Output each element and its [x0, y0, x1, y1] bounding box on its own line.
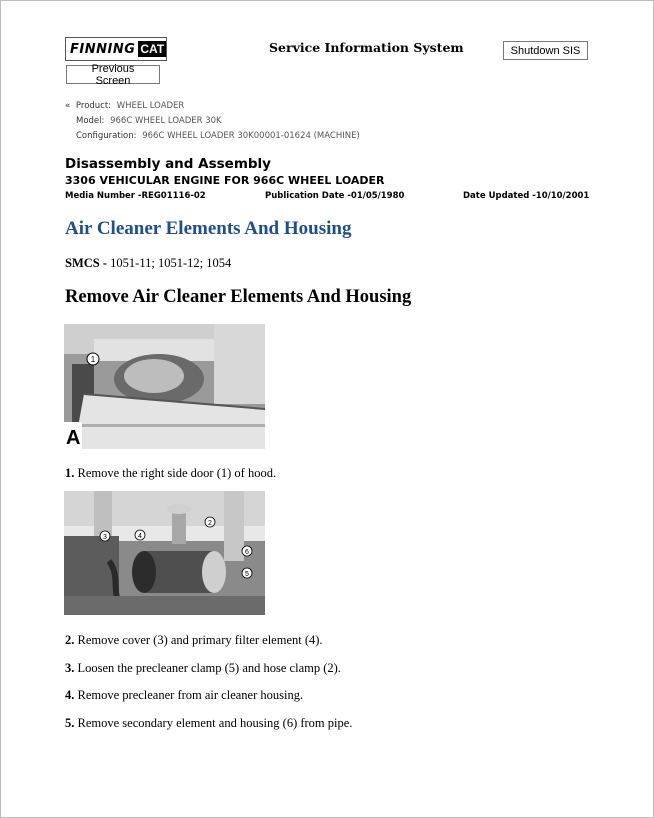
- model-value: 966C WHEEL LOADER 30K: [110, 116, 222, 126]
- step-text: Loosen the precleaner clamp (5) and hose clamp (2).: [77, 661, 341, 675]
- configuration-line: [76, 131, 360, 141]
- system-title: Service Information System: [269, 40, 464, 55]
- back-arrow-icon[interactable]: «: [65, 101, 71, 111]
- product-value: WHEEL LOADER: [116, 101, 185, 111]
- section-heading: Disassembly and Assembly: [65, 156, 271, 172]
- fig2-callout-3: 3: [103, 534, 107, 541]
- cat-logo-mark: CAT: [140, 42, 165, 56]
- product-line: [65, 101, 184, 111]
- step-3: [65, 661, 341, 676]
- publication-date: Publication Date -01/05/1980: [265, 191, 405, 201]
- step-number: 2.: [65, 633, 75, 647]
- model-label: Model:: [76, 116, 105, 126]
- step-2: [65, 633, 323, 648]
- step-text: Remove the right side door (1) of hood.: [77, 466, 277, 480]
- step-5: [65, 716, 352, 731]
- step-text: Remove cover (3) and primary filter element (4).: [77, 633, 323, 647]
- finning-cat-logo: [65, 37, 167, 61]
- shutdown-sis-button[interactable]: Shutdown SIS: [503, 41, 588, 60]
- logo-text: FINNING: [70, 41, 136, 57]
- procedure-heading: Remove Air Cleaner Elements And Housing: [65, 287, 412, 307]
- config-value: 966C WHEEL LOADER 30K00001-01624 (MACHINE): [142, 131, 360, 141]
- smcs-value: 1051-11; 1051-12; 1054: [110, 256, 232, 270]
- smcs-label: SMCS -: [65, 256, 108, 270]
- fig1-mark: A: [66, 427, 81, 449]
- step-number: 4.: [65, 688, 75, 702]
- step-1: [65, 466, 276, 481]
- step-number: 1.: [65, 466, 75, 480]
- config-label: Configuration:: [76, 131, 137, 141]
- figure-air-cleaner: [64, 491, 265, 615]
- fig2-callout-6: 6: [245, 549, 249, 556]
- step-number: 3.: [65, 661, 75, 675]
- fig2-callout-5: 5: [245, 571, 249, 578]
- model-line: [76, 116, 222, 126]
- media-number: Media Number -REG01116-02: [65, 191, 206, 201]
- page-title: Air Cleaner Elements And Housing: [65, 218, 352, 239]
- fig2-callout-4: 4: [138, 533, 142, 540]
- document-subtitle: 3306 VEHICULAR ENGINE FOR 966C WHEEL LOADER: [65, 174, 385, 187]
- date-updated: Date Updated -10/10/2001: [463, 191, 590, 201]
- step-number: 5.: [65, 716, 75, 730]
- step-text: Remove precleaner from air cleaner housing.: [77, 688, 304, 702]
- fig1-callout: 1: [90, 355, 96, 364]
- product-label: Product:: [75, 101, 112, 111]
- figure-hood-door: [64, 324, 265, 449]
- fig2-callout-2: 2: [208, 520, 212, 527]
- step-text: Remove secondary element and housing (6) from pipe.: [77, 716, 353, 730]
- step-4: [65, 688, 303, 703]
- smcs-codes: [65, 256, 231, 271]
- previous-screen-button[interactable]: Previous Screen: [66, 65, 160, 84]
